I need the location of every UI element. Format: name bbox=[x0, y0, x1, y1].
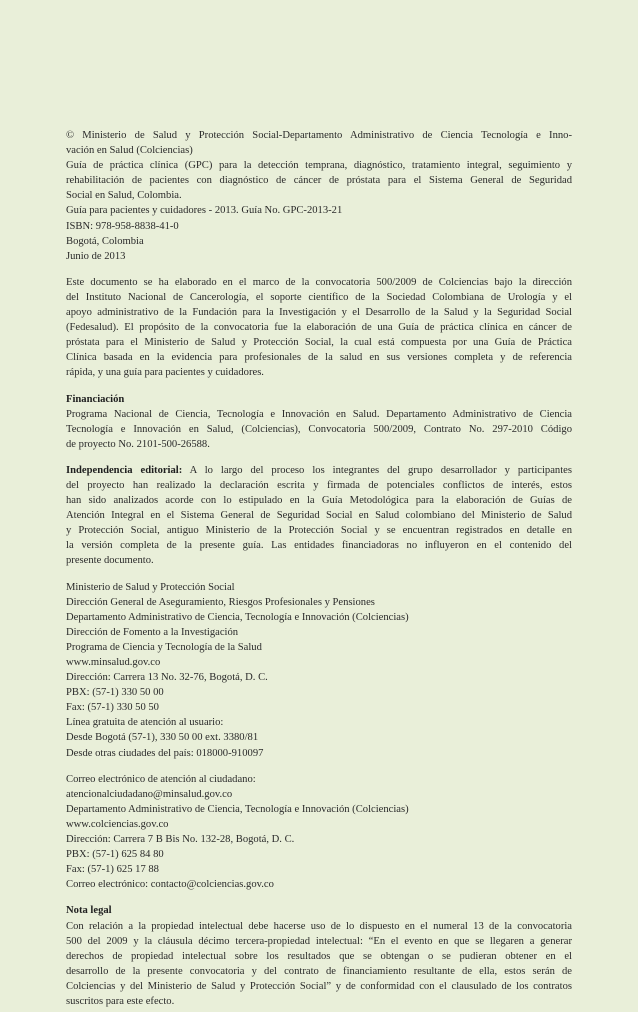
independence-section bbox=[66, 463, 572, 569]
contact-line: Correo electrónico de atención al ciudadano: bbox=[66, 773, 256, 785]
copyright-line: Social en Salud, Colombia. bbox=[66, 190, 182, 202]
phone-line: Desde Bogotá (57-1), 330 50 00 ext. 3380/81 bbox=[66, 732, 259, 744]
paragraph-line: desarrollo de la presente convocatoria y del contrato de financiamiento resultante de ella, estos serán de bbox=[66, 965, 572, 977]
paragraph-line: Atención Integral en el Sistema General de Seguridad Social en Salud colombiano del Ministerio de Salud bbox=[66, 510, 572, 522]
contact-line: Departamento Administrativo de Ciencia, Tecnología e Innovación (Colciencias) bbox=[66, 611, 409, 623]
phone-line: Desde otras ciudades del país: 018000-910097 bbox=[66, 747, 264, 759]
financing-section bbox=[66, 392, 572, 452]
place-line: Bogotá, Colombia bbox=[66, 235, 144, 247]
paragraph-line: derechos de propiedad intelectual sobre los resultados que se obtengan o se pudieran obtener en el bbox=[66, 950, 572, 962]
paragraph-line bbox=[66, 463, 572, 478]
paragraph-line: Tecnología e Innovación en Salud, (Colciencias), Convocatoria 500/2009, Contrato No. 297-2010 Código bbox=[66, 423, 572, 435]
paragraph-line: (Fedesalud). El propósito de la convocatoria fue la elaboración de una Guía de práctica clínica en cáncer de bbox=[66, 322, 572, 334]
financing-heading: Financiación bbox=[66, 393, 125, 405]
website-text: www.minsalud.gov.co bbox=[66, 657, 161, 668]
contact-line: Dirección de Fomento a la Investigación bbox=[66, 626, 239, 638]
address-line: Dirección: Carrera 7 B Bis No. 132-28, Bogotá, D. C. bbox=[66, 834, 295, 846]
fax-line: Fax: (57-1) 625 17 88 bbox=[66, 864, 159, 876]
contact-line: Ministerio de Salud y Protección Social bbox=[66, 581, 235, 593]
paragraph-line: y Protección Social, antiguo Ministerio de la Protección Social y se encuentran registrados en detalle en bbox=[66, 525, 572, 537]
copyright-block bbox=[66, 128, 572, 264]
paragraph-line: Programa Nacional de Ciencia, Tecnología e Innovación en Salud. Departamento Administrativo de Ciencia bbox=[66, 408, 572, 420]
paragraph-line: del Instituto Nacional de Cancerología, el soporte científico de la Sociedad Colombiana de Urología y el bbox=[66, 291, 572, 303]
colciencias-contact-block bbox=[66, 772, 572, 893]
paragraph-line: Con relación a la propiedad intelectual debe hacerse uso de lo dispuesto en el numeral 13 de la convocatoria bbox=[66, 920, 572, 932]
independence-heading: Independencia editorial: bbox=[66, 464, 183, 476]
copyright-line: vación en Salud (Colciencias) bbox=[66, 145, 193, 157]
paragraph-line: de proyecto No. 2101-500-26588. bbox=[66, 438, 210, 450]
contact-line: Línea gratuita de atención al usuario: bbox=[66, 717, 224, 729]
contact-line: Programa de Ciencia y Tecnología de la Salud bbox=[66, 641, 262, 653]
paragraph-line: Colciencias y del Ministerio de Salud y Protección Social” y de conformidad con el clausulado de los contratos bbox=[66, 980, 572, 992]
paragraph-line: 500 del 2009 y la cláusula décimo tercera-propiedad intelectual: “En el evento en que se llegaren a generar bbox=[66, 935, 572, 947]
address-line: Dirección: Carrera 13 No. 32-76, Bogotá, D. C. bbox=[66, 672, 268, 684]
email-line: Correo electrónico: contacto@colciencias.gov.co bbox=[66, 879, 274, 891]
isbn-line: ISBN: 978-958-8838-41-0 bbox=[66, 220, 179, 232]
contact-line: Departamento Administrativo de Ciencia, Tecnología e Innovación (Colciencias) bbox=[66, 803, 409, 815]
paragraph-text: A lo largo del proceso los integrantes del grupo desarrollador y participantes bbox=[182, 464, 572, 476]
website-text: www.colciencias.gov.co bbox=[66, 818, 169, 830]
paragraph-line: presente documento. bbox=[66, 555, 154, 567]
ministry-contact-block bbox=[66, 580, 572, 761]
fax-line: Fax: (57-1) 330 50 50 bbox=[66, 702, 159, 714]
paragraph-line: Clínica basada en la evidencia para profesionales de la salud en sus versiones completa y de referencia bbox=[66, 352, 572, 364]
copyright-line: © Ministerio de Salud y Protección Social-Departamento Administrativo de Ciencia Tecnología e Inno- bbox=[66, 130, 572, 141]
paragraph-line: próstata para el Ministerio de Salud y Protección Social, la cual está compuesta por una Guía de Práctica bbox=[66, 337, 572, 349]
email-text: atencionalciudadano@minsalud.gov.co bbox=[66, 788, 233, 800]
paragraph-line: rápida, y una guía para pacientes y cuidadores. bbox=[66, 367, 264, 379]
paragraph-line: suscritos para este efecto. bbox=[66, 995, 175, 1007]
legal-section bbox=[66, 903, 572, 1009]
guide-number-line: Guía para pacientes y cuidadores - 2013. Guía No. GPC-2013-21 bbox=[66, 205, 343, 217]
copyright-line: Guía de práctica clínica (GPC) para la detección temprana, diagnóstico, tratamiento integral, seguimiento y bbox=[66, 160, 572, 172]
paragraph-line: Este documento se ha elaborado en el marco de la convocatoria 500/2009 de Colciencias bajo la dirección bbox=[66, 276, 572, 288]
phone-line: PBX: (57-1) 625 84 80 bbox=[66, 849, 164, 861]
date-line: Junio de 2013 bbox=[66, 250, 126, 262]
phone-line: PBX: (57-1) 330 50 00 bbox=[66, 687, 164, 699]
paragraph-line: del proyecto han realizado la declaración escrita y firmada de potenciales conflictos de interés, estos bbox=[66, 479, 572, 491]
contact-line: Dirección General de Aseguramiento, Riesgos Profesionales y Pensiones bbox=[66, 596, 375, 608]
paragraph-line: apoyo administrativo de la Fundación para la Investigación y el Desarrollo de la Salud y la Seguridad Social bbox=[66, 307, 572, 319]
paragraph-line: han sido analizados acorde con lo estipulado en la Guía Metodológica para la elaboración de Guías de bbox=[66, 495, 572, 507]
intro-paragraph bbox=[66, 275, 572, 381]
paragraph-line: la versión completa de la presente guía. Las entidades financiadoras no influyeron en el contenido del bbox=[66, 540, 572, 552]
legal-heading: Nota legal bbox=[66, 905, 112, 917]
copyright-line: rehabilitación de pacientes con diagnóstico de cáncer de próstata para el Sistema General de Seguridad bbox=[66, 175, 572, 187]
